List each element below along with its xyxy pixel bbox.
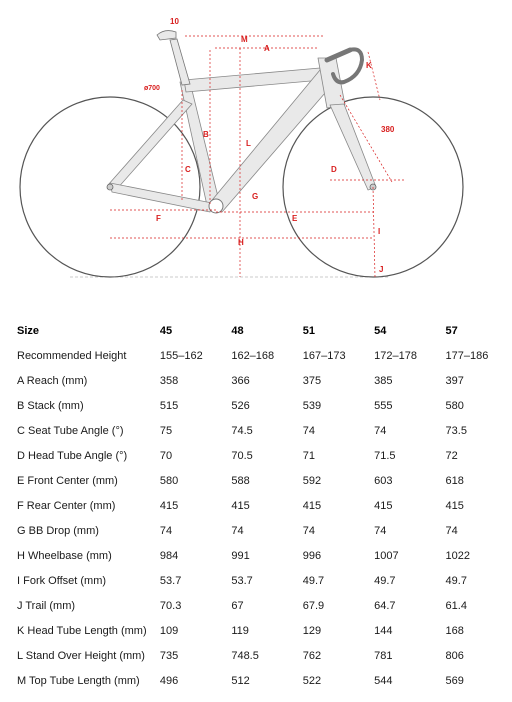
cell-value: 618 [445, 474, 464, 487]
cell-value: 1022 [445, 549, 471, 562]
header-size-48: 48 [231, 324, 244, 337]
diagram-label-stem-offset: 10 [170, 17, 179, 26]
diagram-label-fork-length: 380 [381, 125, 395, 134]
diagram-label-A: A [264, 44, 270, 53]
cell-value: 397 [445, 374, 464, 387]
cell-value: 569 [445, 674, 464, 687]
cell-value: 73.5 [445, 424, 467, 437]
diagram-label-J: J [379, 265, 384, 274]
diagram-label-H: H [238, 238, 244, 247]
header-size-54: 54 [374, 324, 387, 337]
cell-value: 603 [374, 474, 393, 487]
cell-value: 375 [302, 374, 322, 387]
cell-value: 70 [159, 449, 173, 462]
cell-value: 74 [159, 524, 173, 537]
header-size-57: 57 [445, 324, 458, 337]
cell-value: 522 [302, 674, 322, 687]
row-label: G BB Drop (mm) [17, 524, 99, 537]
row-label: B Stack (mm) [17, 399, 84, 412]
row-label: I Fork Offset (mm) [17, 574, 107, 587]
cell-value: 74 [302, 424, 315, 437]
cell-value: 167–173 [302, 349, 346, 362]
cell-value: 358 [159, 374, 179, 387]
cell-value: 580 [159, 474, 179, 487]
cell-value: 415 [302, 499, 322, 512]
cell-value: 49.7 [445, 574, 467, 587]
cell-value: 385 [374, 374, 393, 387]
table-row [12, 568, 512, 593]
diagram-label-C: C [185, 165, 191, 174]
cell-value: 70.3 [159, 599, 182, 612]
table-row [12, 343, 512, 368]
cell-value: 71.5 [374, 449, 396, 462]
cell-value: 515 [159, 399, 179, 412]
cell-value: 72 [445, 449, 458, 462]
header-size: Size [17, 324, 40, 337]
cell-value: 168 [445, 624, 464, 637]
cell-value: 70.5 [231, 449, 253, 462]
geometry-table [12, 318, 512, 693]
row-label: C Seat Tube Angle (°) [17, 424, 124, 437]
row-label: K Head Tube Length (mm) [17, 624, 147, 637]
table-row [12, 593, 512, 618]
cell-value: 61.4 [445, 599, 467, 612]
cell-value: 64.7 [374, 599, 396, 612]
row-label: H Wheelbase (mm) [17, 549, 112, 562]
cell-value: 74 [374, 524, 387, 537]
cell-value: 74 [231, 524, 244, 537]
cell-value: 67.9 [302, 599, 325, 612]
cell-value: 67 [231, 599, 244, 612]
cell-value: 109 [159, 624, 179, 637]
cell-value: 144 [374, 624, 393, 637]
diagram-label-B: B [203, 130, 209, 139]
seatpost [157, 31, 190, 85]
table-row [12, 468, 512, 493]
cell-value: 748.5 [231, 649, 259, 662]
cell-value: 74 [374, 424, 387, 437]
diagram-label-L: L [246, 139, 251, 148]
diagram-label-wheel: ø700 [144, 85, 160, 92]
cell-value: 592 [302, 474, 322, 487]
cell-value: 544 [374, 674, 393, 687]
cell-value: 781 [374, 649, 393, 662]
cell-value: 49.7 [374, 574, 396, 587]
table-row [12, 643, 512, 668]
cell-value: 539 [302, 399, 322, 412]
row-label: A Reach (mm) [17, 374, 88, 387]
cell-value: 49.7 [302, 574, 325, 587]
cell-value: 53.7 [231, 574, 253, 587]
cell-value: 991 [231, 549, 250, 562]
row-label: M Top Tube Length (mm) [17, 674, 140, 687]
table-row [12, 368, 512, 393]
cell-value: 996 [302, 549, 322, 562]
cell-value: 71 [302, 449, 315, 462]
table-row [12, 618, 512, 643]
row-label: Recommended Height [17, 349, 127, 362]
cell-value: 172–178 [374, 349, 417, 362]
cell-value: 119 [231, 624, 249, 637]
cell-value: 129 [302, 624, 322, 637]
cell-value: 415 [231, 499, 250, 512]
diagram-label-M: M [241, 35, 248, 44]
bike-geometry-diagram [0, 0, 512, 300]
cell-value: 588 [231, 474, 250, 487]
row-label: E Front Center (mm) [17, 474, 118, 487]
row-label: D Head Tube Angle (°) [17, 449, 128, 462]
cell-value: 512 [231, 674, 250, 687]
cell-value: 415 [445, 499, 464, 512]
table-row [12, 393, 512, 418]
diagram-label-D: D [331, 165, 337, 174]
cell-value: 74.5 [231, 424, 253, 437]
cell-value: 155–162 [159, 349, 203, 362]
cell-value: 735 [159, 649, 179, 662]
header-size-45: 45 [159, 324, 173, 337]
cell-value: 762 [302, 649, 322, 662]
cell-value: 555 [374, 399, 393, 412]
cell-value: 806 [445, 649, 464, 662]
table-row [12, 518, 512, 543]
row-label: L Stand Over Height (mm) [17, 649, 145, 662]
table-row [12, 493, 512, 518]
table-row [12, 443, 512, 468]
row-label: F Rear Center (mm) [17, 499, 116, 512]
header-size-51: 51 [302, 324, 315, 337]
diagram-label-G: G [252, 192, 259, 201]
cell-value: 580 [445, 399, 464, 412]
cell-value: 526 [231, 399, 250, 412]
table-row [12, 668, 512, 693]
cell-value: 415 [374, 499, 393, 512]
row-label: J Trail (mm) [17, 599, 76, 612]
cell-value: 366 [231, 374, 250, 387]
cell-value: 53.7 [159, 574, 182, 587]
cell-value: 74 [445, 524, 458, 537]
cell-value: 984 [159, 549, 179, 562]
table-row [12, 418, 512, 443]
cell-value: 415 [159, 499, 179, 512]
bottom-bracket [209, 199, 223, 213]
table-header-row [12, 318, 512, 343]
cell-value: 177–186 [445, 349, 489, 362]
diagram-label-E: E [292, 214, 298, 223]
cell-value: 74 [302, 524, 315, 537]
cell-value: 1007 [374, 549, 399, 562]
cell-value: 496 [159, 674, 179, 687]
diagram-label-F: F [156, 214, 161, 223]
diagram-label-K: K [366, 61, 372, 70]
table-row [12, 543, 512, 568]
diagram-label-I: I [378, 227, 381, 236]
cell-value: 75 [159, 424, 173, 437]
cell-value: 162–168 [231, 349, 275, 362]
